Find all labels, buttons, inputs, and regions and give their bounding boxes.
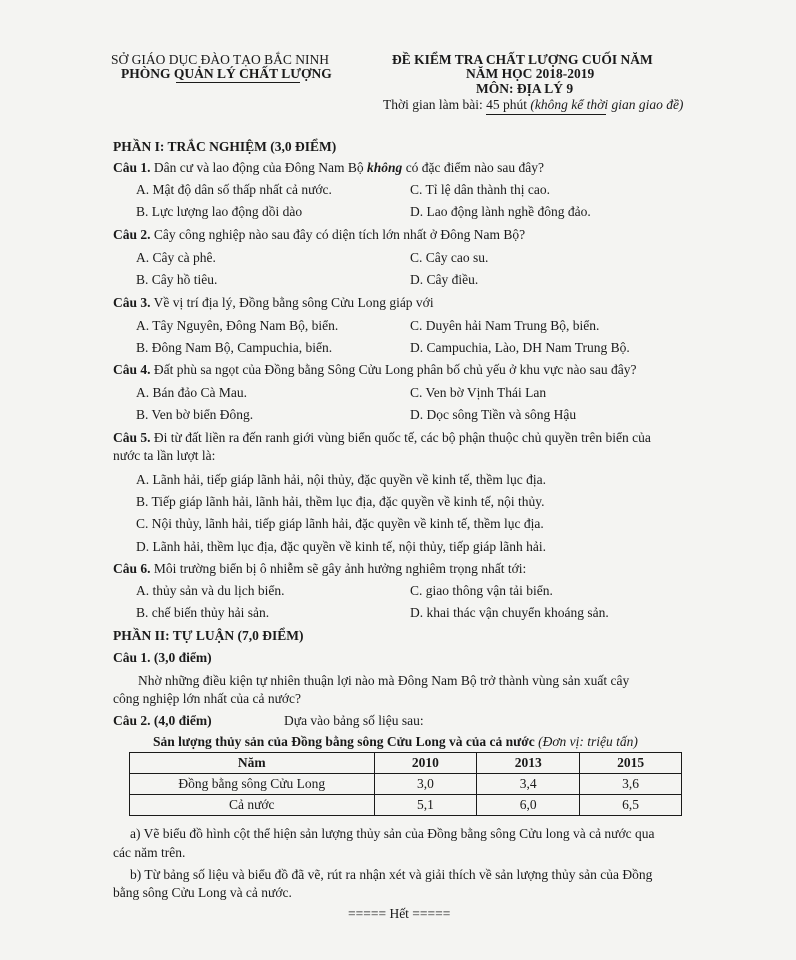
table-cell: Cả nước bbox=[130, 795, 375, 816]
table-unit: (Đơn vị: triệu tấn) bbox=[534, 734, 638, 749]
q1-emphasis: không bbox=[367, 160, 403, 175]
table-row bbox=[130, 774, 682, 795]
school-year: NĂM HỌC 2018-2019 bbox=[466, 66, 595, 81]
q5-label: Câu 5. bbox=[113, 430, 151, 445]
table-header-cell: Năm bbox=[130, 753, 375, 774]
header-underline-left bbox=[176, 82, 300, 83]
part2-title: PHẦN II: TỰ LUẬN (7,0 ĐIỂM) bbox=[113, 628, 304, 643]
q4-option-d: D. Dọc sông Tiền và sông Hậu bbox=[410, 407, 577, 422]
table-header-cell: 2010 bbox=[374, 753, 477, 774]
header-office: PHÒNG QUẢN LÝ CHẤT LƯỢNG bbox=[121, 66, 332, 81]
part1-title: PHẦN I: TRẮC NGHIỆM (3,0 ĐIỂM) bbox=[113, 139, 337, 154]
table-header-cell: 2015 bbox=[580, 753, 682, 774]
essay-q2-a-line2: các năm trên. bbox=[113, 845, 186, 860]
q2-label: Câu 2. bbox=[113, 227, 151, 242]
q5-option-d: D. Lãnh hải, thềm lục địa, đặc quyền về kinh tế, nội thủy, tiếp giáp lãnh hải. bbox=[136, 539, 547, 554]
data-table bbox=[129, 752, 682, 816]
q4-option-a: A. Bán đảo Cà Mau. bbox=[136, 385, 247, 400]
q1-option-c: C. Tỉ lệ dân thành thị cao. bbox=[410, 182, 550, 197]
q5-text-line2: nước ta lần lượt là: bbox=[113, 448, 216, 463]
exam-title: ĐỀ KIỂM TRA CHẤT LƯỢNG CUỐI NĂM bbox=[392, 52, 653, 67]
time-note: (không kể thời gian giao đề) bbox=[527, 97, 684, 112]
q2-option-a: A. Cây cà phê. bbox=[136, 250, 216, 265]
q2-option-b: B. Cây hồ tiêu. bbox=[136, 272, 218, 287]
essay-q1-label: Câu 1. (3,0 điểm) bbox=[113, 650, 212, 665]
q3-option-b: B. Đông Nam Bộ, Campuchia, biển. bbox=[136, 340, 333, 355]
q2-text: Câu 2. Cây công nghiệp nào sau đây có diện tích lớn nhất ở Đông Nam Bộ? bbox=[113, 227, 526, 242]
q6-text: Câu 6. Môi trường biển bị ô nhiễm sẽ gây ảnh hưởng nghiêm trọng nhất tới: bbox=[113, 561, 527, 576]
table-cell: 3,0 bbox=[374, 774, 477, 795]
q1-option-a: A. Mật độ dân số thấp nhất cả nước. bbox=[136, 182, 332, 197]
essay-q2-a-line1: a) Vẽ biểu đồ hình cột thể hiện sản lượng thủy sản của Đồng bằng sông Cửu long và cả nước qua bbox=[130, 826, 655, 841]
table-cell: 6,0 bbox=[477, 795, 580, 816]
header-department: SỞ GIÁO DỤC ĐÀO TẠO BẮC NINH bbox=[111, 52, 330, 67]
q3-option-c: C. Duyên hải Nam Trung Bộ, biển. bbox=[410, 318, 600, 333]
table-caption bbox=[153, 734, 638, 750]
table-header-cell: 2013 bbox=[477, 753, 580, 774]
essay-q2-intro: Dựa vào bảng số liệu sau: bbox=[284, 713, 424, 728]
subject: MÔN: ĐỊA LÝ 9 bbox=[476, 81, 574, 96]
q4-option-c: C. Ven bờ Vịnh Thái Lan bbox=[410, 385, 547, 400]
table-cell: Đồng bằng sông Cửu Long bbox=[130, 774, 375, 795]
q5-text-line1: Câu 5. Đi từ đất liền ra đến ranh giới vùng biển quốc tế, các bộ phận thuộc chủ quyền trên biển của bbox=[113, 430, 651, 445]
table-cell: 3,6 bbox=[580, 774, 682, 795]
end-marker: ===== Hết ===== bbox=[348, 906, 451, 921]
time-value: 45 phút bbox=[486, 97, 528, 112]
table-header-row bbox=[130, 753, 682, 774]
q5-option-b: B. Tiếp giáp lãnh hải, lãnh hải, thềm lục địa, đặc quyền về kinh tế, nội thủy. bbox=[136, 494, 545, 509]
q4-option-b: B. Ven bờ biển Đông. bbox=[136, 407, 254, 422]
q4-label: Câu 4. bbox=[113, 362, 151, 377]
essay-q2-label: Câu 2. (4,0 điểm) bbox=[113, 713, 212, 728]
essay-q2-b-line1: b) Từ bảng số liệu và biểu đồ đã vẽ, rút ra nhận xét và giải thích về sản lượng thủy sản của Đồng bbox=[130, 867, 653, 882]
q1-option-d: D. Lao động lành nghề đông đảo. bbox=[410, 204, 591, 219]
q3-label: Câu 3. bbox=[113, 295, 151, 310]
q6-option-c: C. giao thông vận tải biển. bbox=[410, 583, 553, 598]
q2-option-c: C. Cây cao su. bbox=[410, 250, 489, 265]
q5-option-c: C. Nội thủy, lãnh hải, tiếp giáp lãnh hải, đặc quyền về kinh tế, thềm lục địa. bbox=[136, 516, 544, 531]
header-underline-right bbox=[486, 114, 606, 115]
time-line bbox=[383, 97, 683, 113]
q1-text: Câu 1. Dân cư và lao động của Đông Nam Bộ không có đặc điểm nào sau đây? bbox=[113, 160, 545, 175]
q3-option-d: D. Campuchia, Lào, DH Nam Trung Bộ. bbox=[410, 340, 630, 355]
q6-option-a: A. thủy sản và du lịch biển. bbox=[136, 583, 285, 598]
q1-option-b: B. Lực lượng lao động dồi dào bbox=[136, 204, 303, 219]
q6-label: Câu 6. bbox=[113, 561, 151, 576]
essay-q2-b-line2: bằng sông Cửu Long và cả nước. bbox=[113, 885, 292, 900]
essay-q1-line2: công nghiệp lớn nhất của cả nước? bbox=[113, 691, 302, 706]
table-cell: 6,5 bbox=[580, 795, 682, 816]
q3-option-a: A. Tây Nguyên, Đông Nam Bộ, biển. bbox=[136, 318, 339, 333]
q3-text: Câu 3. Về vị trí địa lý, Đồng bằng sông Cửu Long giáp với bbox=[113, 295, 434, 310]
q6-option-b: B. chế biến thủy hải sản. bbox=[136, 605, 270, 620]
essay-q1-line1: Nhờ những điều kiện tự nhiên thuận lợi nào mà Đông Nam Bộ trở thành vùng sản xuất cây bbox=[138, 673, 630, 688]
q6-option-d: D. khai thác vận chuyển khoáng sản. bbox=[410, 605, 609, 620]
q1-label: Câu 1. bbox=[113, 160, 151, 175]
time-prefix: Thời gian làm bài: bbox=[383, 97, 487, 112]
q2-option-d: D. Cây điều. bbox=[410, 272, 479, 287]
table-title: Sản lượng thủy sản của Đồng bằng sông Cửu Long và của cả nước bbox=[153, 734, 535, 749]
table-row bbox=[130, 795, 682, 816]
q4-text: Câu 4. Đất phù sa ngọt của Đồng bằng Sông Cửu Long phân bố chủ yếu ở khu vực nào sau đây? bbox=[113, 362, 637, 377]
table-cell: 5,1 bbox=[374, 795, 477, 816]
q5-option-a: A. Lãnh hải, tiếp giáp lãnh hải, nội thủy, đặc quyền về kinh tế, thềm lục địa. bbox=[136, 472, 547, 487]
table-cell: 3,4 bbox=[477, 774, 580, 795]
